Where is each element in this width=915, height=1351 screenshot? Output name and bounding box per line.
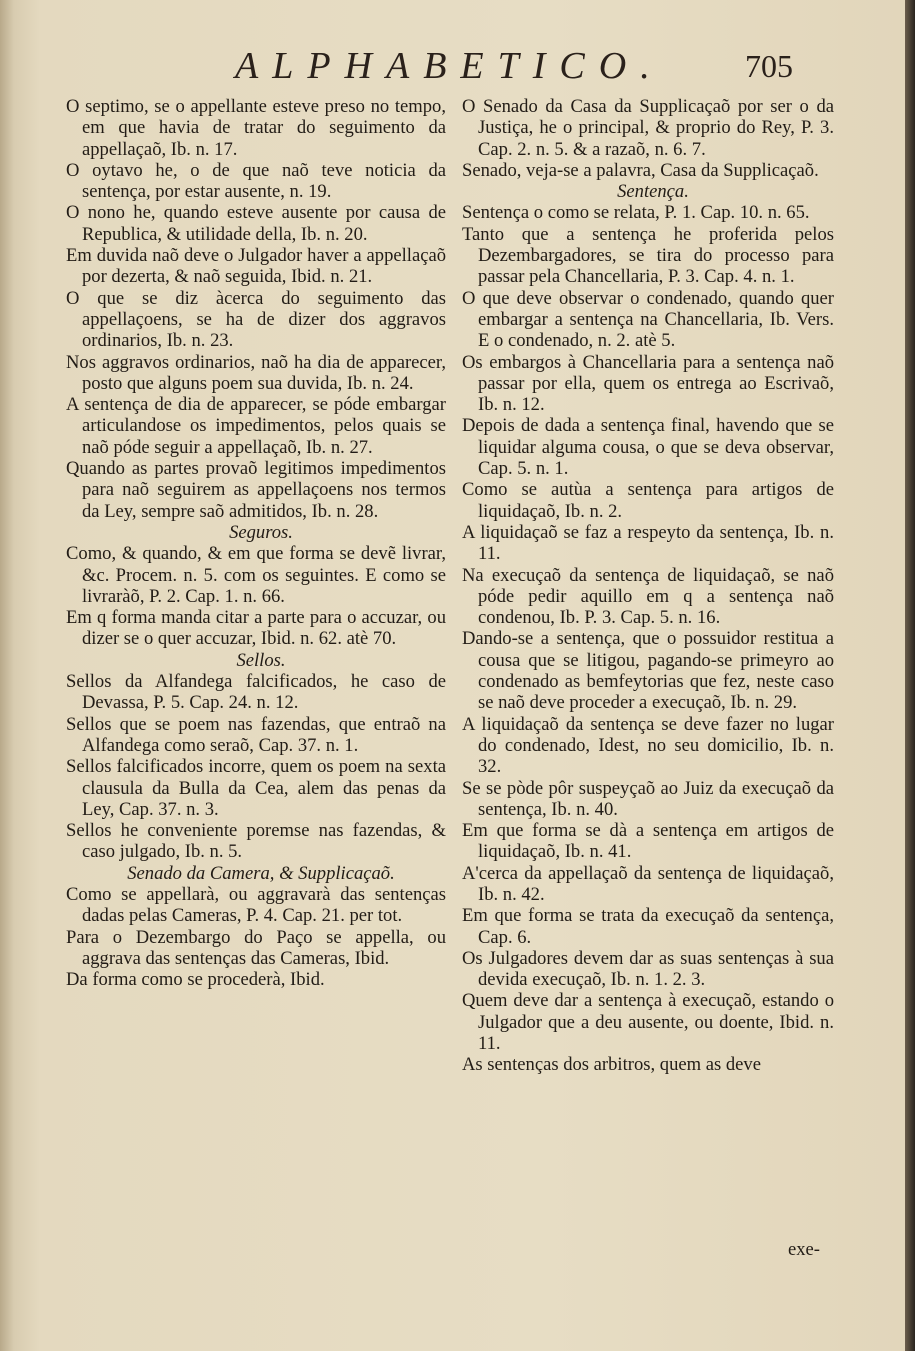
right-column — [462, 96, 834, 1076]
index-entry: Senado, veja-se a palavra, Casa da Supplicaçaõ. — [462, 159, 819, 181]
index-entry: O oytavo he, o de que naõ teve noticia da sentença, por estar ausente, n. 19. — [66, 159, 446, 203]
index-entry: Para o Dezembargo do Paço se appella, ou aggrava das sentenças das Cameras, Ibid. — [66, 926, 446, 969]
index-entry: Em que forma se dà a sentença em artigos de liquidaçaõ, Ib. n. 41. — [462, 820, 834, 863]
index-entry: O que se diz àcerca do seguimento das appellaçoens, se ha de dizer dos aggravos ordinarios, Ib. n. 23. — [66, 287, 446, 352]
left-column — [66, 96, 446, 990]
catchword: exe- — [788, 1239, 820, 1260]
index-entry: A'cerca da appellaçaõ da sentença de liquidaçaõ, Ib. n. 42. — [462, 862, 834, 905]
index-entry: Como se autùa a sentença para artigos de liquidaçaõ, Ib. n. 2. — [462, 479, 834, 522]
index-entry: A sentença de dia de apparecer, se póde embargar articulandose os impedimentos, pelos quais se naõ póde seguir a appellaçaõ, Ib. n. 27. — [66, 394, 446, 458]
index-entry: Sellos he conveniente poremse nas fazendas, & caso julgado, Ib. n. 5. — [66, 820, 446, 863]
index-entry: Da forma como se procederà, Ibid. — [66, 969, 325, 991]
index-entry: O que deve observar o condenado, quando quer embargar a sentença na Chancellaria, Ib. Vers. E o condenado, n. 2. atè 5. — [462, 287, 834, 352]
index-entry: Tanto que a sentença he proferida pelos Dezembargadores, se tira do processo para passar pela Chancellaria, P. 3. Cap. 4. n. 1. — [462, 223, 834, 288]
index-entry: Em duvida naõ deve o Julgador haver a appellaçaõ por dezerta, & naõ seguida, Ibid. n. 21. — [66, 245, 446, 288]
index-entry: Os Julgadores devem dar as suas sentenças à sua devida execuçaõ, Ib. n. 1. 2. 3. — [462, 947, 834, 991]
index-entry: O nono he, quando esteve ausente por causa de Republica, & utilidade della, Ib. n. 20. — [66, 202, 446, 245]
index-entry: O Senado da Casa da Supplicaçaõ por ser o da Justiça, he o principal, & proprio do Rey, P. 3. Cap. 2. n. 5. & a razaõ, n. 6. 7. — [462, 96, 834, 160]
index-entry: Quando as partes provaõ legitimos impedimentos para naõ seguirem as appellaçoens nos termos da Ley, sempre saõ admitidos, Ib. n. 28. — [66, 458, 446, 522]
index-entry: Sentença o como se relata, P. 1. Cap. 10. n. 65. — [462, 202, 810, 224]
index-entry: Sellos falcificados incorre, quem os poem na sexta clausula da Bulla da Cea, alem das penas da Ley, Cap. 37. n. 3. — [66, 756, 446, 820]
section-heading: Seguros. — [229, 521, 293, 543]
index-entry: O septimo, se o appellante esteve preso no tempo, em que havia de tratar do seguimento da appellaçaõ, Ib. n. 17. — [66, 96, 446, 160]
index-entry: Os embargos à Chancellaria para a sentença naõ passar por ella, quem os entrega ao Escrivaõ, Ib. n. 12. — [462, 351, 834, 416]
index-entry: Nos aggravos ordinarios, naõ ha dia de apparecer, posto que alguns poem sua duvida, Ib. n. 24. — [66, 351, 446, 394]
section-heading: Sellos. — [236, 649, 286, 671]
index-entry: Quem deve dar a sentença à execuçaõ, estando o Julgador que a deu ausente, ou doente, Ibid. n. 11. — [462, 990, 834, 1055]
index-entry: Se se pòde pôr suspeyçaõ ao Juiz da execuçaõ da sentença, Ib. n. 40. — [462, 777, 834, 820]
index-entry: Em q forma manda citar a parte para o accuzar, ou dizer se o quer accuzar, Ibid. n. 62. atè 70. — [66, 607, 446, 650]
page-edge — [905, 0, 915, 1351]
index-entry: Como se appellarà, ou aggravarà das sentenças dadas pelas Cameras, P. 4. Cap. 21. per tot. — [66, 883, 446, 927]
index-entry: As sentenças dos arbitros, quem as deve — [462, 1054, 761, 1076]
section-heading: Senado da Camera, & Supplicaçaõ. — [127, 862, 395, 884]
index-entry: Dando-se a sentença, que o possuidor restitua a cousa que se litigou, pagando-se primeyro ao condenado as bemfeytorias que fez, neste caso se naõ deve proceder a execuçaõ, Ib. n. 29. — [462, 628, 834, 714]
index-entry: Depois de dada a sentença final, havendo que se liquidar alguma cousa, o que se deva observar, Cap. 5. n. 1. — [462, 415, 834, 480]
index-entry: A liquidaçaõ da sentença se deve fazer no lugar do condenado, Idest, no seu domicilio, Ib. n. 32. — [462, 713, 834, 778]
running-title: ALPHABETICO. — [235, 45, 664, 87]
index-entry: A liquidaçaõ se faz a respeyto da sentença, Ib. n. 11. — [462, 521, 834, 565]
index-entry: Como, & quando, & em que forma se devẽ livrar, &c. Procem. n. 5. com os seguintes. E como se livraràõ, P. 2. Cap. 1. n. 66. — [66, 543, 446, 607]
index-entry: Em que forma se trata da execuçaõ da sentença, Cap. 6. — [462, 905, 834, 948]
running-head — [0, 44, 905, 94]
index-entry: Sellos da Alfandega falcificados, he caso de Devassa, P. 5. Cap. 24. n. 12. — [66, 671, 446, 714]
index-entry: Na execuçaõ da sentença de liquidaçaõ, se naõ póde pedir aquillo em q a sentença naõ condenou, Ib. P. 3. Cap. 5. n. 16. — [462, 564, 834, 629]
section-heading: Sentença. — [617, 181, 689, 203]
page-number: 705 — [745, 48, 793, 84]
index-entry: Sellos que se poem nas fazendas, que entraõ na Alfandega como seraõ, Cap. 37. n. 1. — [66, 713, 446, 756]
